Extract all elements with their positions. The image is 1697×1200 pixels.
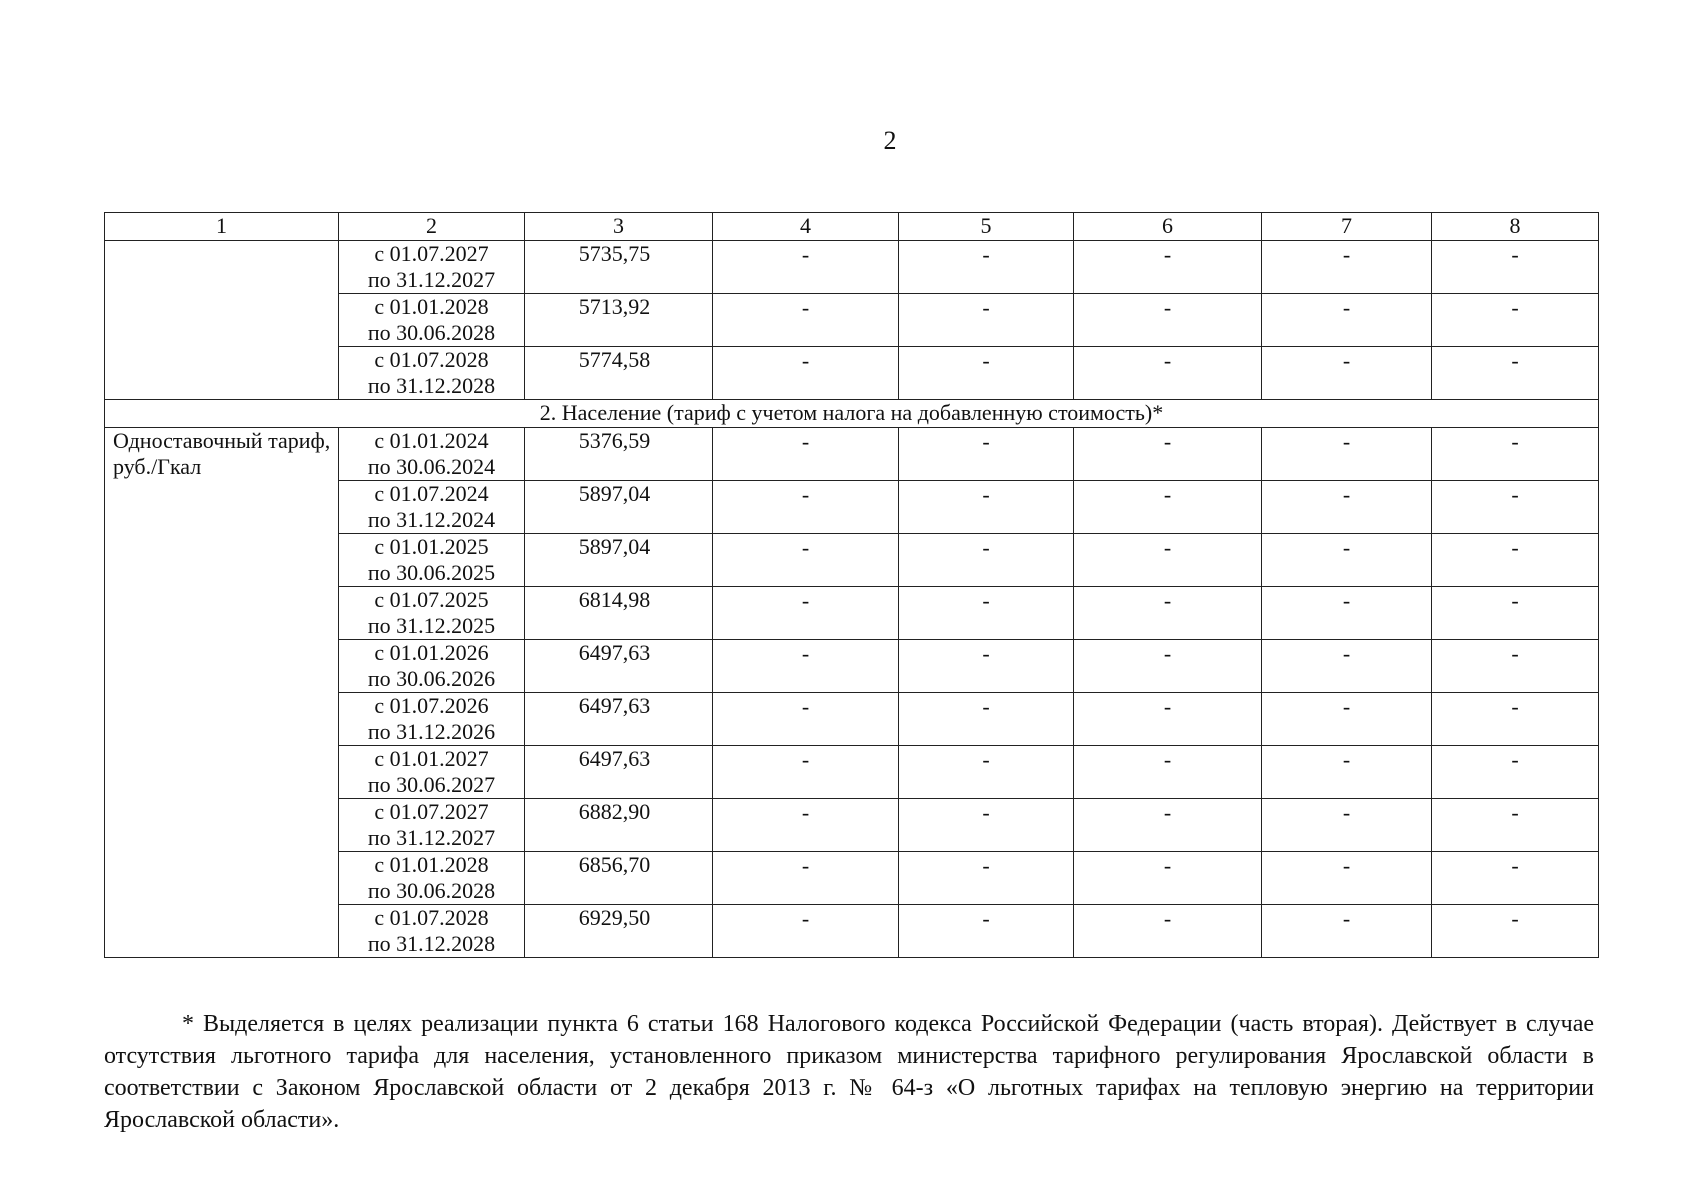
empty-value-cell: - [713, 534, 899, 587]
empty-value-cell: - [713, 852, 899, 905]
empty-value-cell: - [713, 347, 899, 400]
period-cell: с 01.01.2028 по 30.06.2028 [339, 294, 525, 347]
empty-value-cell: - [713, 294, 899, 347]
empty-value-cell: - [1262, 534, 1432, 587]
tariff-name-cell: Одноставочный тариф, руб./Гкал [105, 428, 339, 958]
empty-value-cell: - [1074, 640, 1262, 693]
section-header-row [105, 400, 1599, 428]
column-number: 7 [1262, 213, 1432, 241]
empty-value-cell: - [1074, 905, 1262, 958]
empty-value-cell: - [899, 294, 1074, 347]
tariff-value-cell: 5897,04 [525, 481, 713, 534]
footnote [104, 1008, 1594, 1136]
column-number: 5 [899, 213, 1074, 241]
empty-value-cell: - [713, 481, 899, 534]
empty-value-cell: - [1432, 534, 1599, 587]
tariff-value-cell: 5897,04 [525, 534, 713, 587]
empty-value-cell: - [1432, 905, 1599, 958]
empty-value-cell: - [1262, 746, 1432, 799]
tariff-value-cell: 5713,92 [525, 294, 713, 347]
empty-value-cell: - [1074, 481, 1262, 534]
empty-value-cell: - [1074, 799, 1262, 852]
column-number-row [105, 213, 1599, 241]
column-number: 6 [1074, 213, 1262, 241]
period-cell: с 01.07.2025 по 31.12.2025 [339, 587, 525, 640]
empty-value-cell: - [1432, 347, 1599, 400]
empty-value-cell: - [1262, 241, 1432, 294]
empty-value-cell: - [899, 640, 1074, 693]
empty-value-cell: - [1074, 428, 1262, 481]
tariff-table [104, 212, 1599, 958]
column-number: 2 [339, 213, 525, 241]
empty-value-cell: - [899, 534, 1074, 587]
empty-value-cell: - [1262, 852, 1432, 905]
period-cell: с 01.07.2027 по 31.12.2027 [339, 241, 525, 294]
empty-value-cell: - [1432, 693, 1599, 746]
empty-value-cell: - [1262, 640, 1432, 693]
tariff-name-cell [105, 241, 339, 400]
empty-value-cell: - [1432, 587, 1599, 640]
empty-value-cell: - [1432, 241, 1599, 294]
period-cell: с 01.01.2024 по 30.06.2024 [339, 428, 525, 481]
period-cell: с 01.07.2028 по 31.12.2028 [339, 347, 525, 400]
empty-value-cell: - [713, 587, 899, 640]
empty-value-cell: - [713, 746, 899, 799]
empty-value-cell: - [1432, 428, 1599, 481]
empty-value-cell: - [1432, 481, 1599, 534]
footnote-text: * Выделяется в целях реализации пункта 6 статьи 168 Налогового кодекса Российской Федерации (часть вторая). Действует в случае отсутствия льготного тарифа для населения, установленного приказом министерства тарифного регулирования Ярославской области в соответствии с Законом Ярославской области от 2 декабря 2013 г. № 64-з «О льготных тарифах на тепловую энергию на территории Ярославской области». [104, 1011, 1594, 1133]
empty-value-cell: - [1074, 241, 1262, 294]
empty-value-cell: - [1074, 746, 1262, 799]
tariff-value-cell: 5774,58 [525, 347, 713, 400]
empty-value-cell: - [713, 428, 899, 481]
column-number: 1 [105, 213, 339, 241]
page-number: 2 [883, 126, 897, 155]
empty-value-cell: - [899, 428, 1074, 481]
period-cell: с 01.07.2027 по 31.12.2027 [339, 799, 525, 852]
empty-value-cell: - [1432, 640, 1599, 693]
period-cell: с 01.07.2026 по 31.12.2026 [339, 693, 525, 746]
empty-value-cell: - [1074, 347, 1262, 400]
table-row [105, 428, 1599, 481]
empty-value-cell: - [1074, 693, 1262, 746]
empty-value-cell: - [713, 241, 899, 294]
period-cell: с 01.07.2024 по 31.12.2024 [339, 481, 525, 534]
empty-value-cell: - [713, 640, 899, 693]
empty-value-cell: - [1074, 294, 1262, 347]
tariff-value-cell: 6929,50 [525, 905, 713, 958]
tariff-value-cell: 6856,70 [525, 852, 713, 905]
empty-value-cell: - [899, 799, 1074, 852]
empty-value-cell: - [713, 693, 899, 746]
empty-value-cell: - [899, 587, 1074, 640]
empty-value-cell: - [1262, 799, 1432, 852]
empty-value-cell: - [899, 481, 1074, 534]
tariff-value-cell: 6882,90 [525, 799, 713, 852]
empty-value-cell: - [899, 852, 1074, 905]
empty-value-cell: - [1074, 587, 1262, 640]
empty-value-cell: - [1432, 294, 1599, 347]
empty-value-cell: - [1074, 534, 1262, 587]
empty-value-cell: - [1262, 693, 1432, 746]
period-cell: с 01.07.2028 по 31.12.2028 [339, 905, 525, 958]
empty-value-cell: - [1432, 746, 1599, 799]
period-cell: с 01.01.2027 по 30.06.2027 [339, 746, 525, 799]
empty-value-cell: - [1262, 294, 1432, 347]
empty-value-cell: - [1262, 347, 1432, 400]
tariff-value-cell: 6814,98 [525, 587, 713, 640]
empty-value-cell: - [1074, 852, 1262, 905]
section-title: 2. Население (тариф с учетом налога на добавленную стоимость)* [105, 400, 1599, 428]
empty-value-cell: - [713, 905, 899, 958]
column-number: 3 [525, 213, 713, 241]
empty-value-cell: - [713, 799, 899, 852]
tariff-value-cell: 5376,59 [525, 428, 713, 481]
empty-value-cell: - [1432, 799, 1599, 852]
empty-value-cell: - [1262, 481, 1432, 534]
period-cell: с 01.01.2025 по 30.06.2025 [339, 534, 525, 587]
empty-value-cell: - [1432, 852, 1599, 905]
empty-value-cell: - [899, 746, 1074, 799]
empty-value-cell: - [899, 241, 1074, 294]
column-number: 4 [713, 213, 899, 241]
column-number: 8 [1432, 213, 1599, 241]
tariff-value-cell: 5735,75 [525, 241, 713, 294]
period-cell: с 01.01.2028 по 30.06.2028 [339, 852, 525, 905]
period-cell: с 01.01.2026 по 30.06.2026 [339, 640, 525, 693]
empty-value-cell: - [899, 347, 1074, 400]
empty-value-cell: - [899, 905, 1074, 958]
table-row [105, 241, 1599, 294]
tariff-value-cell: 6497,63 [525, 640, 713, 693]
tariff-value-cell: 6497,63 [525, 746, 713, 799]
empty-value-cell: - [1262, 905, 1432, 958]
empty-value-cell: - [1262, 587, 1432, 640]
tariff-value-cell: 6497,63 [525, 693, 713, 746]
empty-value-cell: - [1262, 428, 1432, 481]
empty-value-cell: - [899, 693, 1074, 746]
